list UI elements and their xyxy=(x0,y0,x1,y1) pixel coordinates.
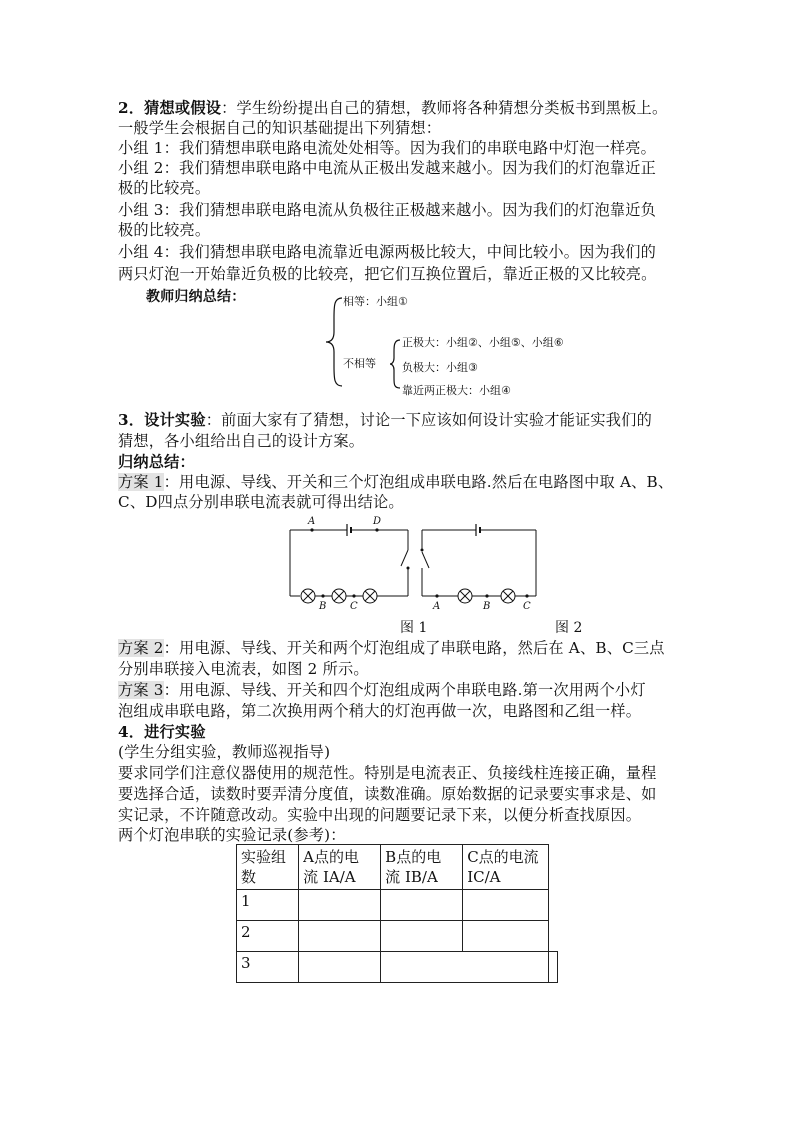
plan-1-label: 方案 1 xyxy=(118,473,164,491)
s3-heading: 3．设计实验 xyxy=(118,411,206,429)
table-row xyxy=(237,921,558,952)
header-b-line1: B点的电 xyxy=(385,848,442,866)
header-group-line1: 实验组 xyxy=(241,848,287,866)
s2-summary-label: 教师归纳总结： xyxy=(146,289,246,305)
fig1-label-c: C xyxy=(350,601,358,612)
s2-line-9: 两只灯泡一开始靠近负极的比较亮，把它们互换位置后，靠近正极的又比较亮。 xyxy=(118,265,657,283)
tree-equal: 相等：小组① xyxy=(343,295,408,308)
tree-negative: 负极大：小组③ xyxy=(402,361,478,374)
header-c xyxy=(463,845,549,890)
plan-2-line-1 xyxy=(118,638,678,658)
header-b xyxy=(381,845,463,890)
s3-line-2: 猜想，各小组给出自己的设计方案。 xyxy=(118,432,365,450)
header-c-line1: C点的电流 xyxy=(467,848,539,866)
row-cell xyxy=(299,952,381,983)
plan-1-rest: ：用电源、导线、开关和三个灯泡组成串联电路.然后在电路图中取 A、B、 xyxy=(163,473,674,491)
header-c-line2: IC/A xyxy=(467,868,501,886)
row-cell xyxy=(463,921,549,952)
plan-2-label: 方案 2 xyxy=(118,639,164,657)
header-a-line1: A点的电 xyxy=(303,848,360,866)
figure-2-caption: 图 2 xyxy=(555,620,583,636)
plan-2-rest: ：用电源、导线、开关和两个灯泡组成了串联电路，然后在 A、B、C三点 xyxy=(163,639,665,657)
s3-line-1-rest: ：前面大家有了猜想，讨论一下应该如何设计实验才能证实我们的 xyxy=(205,411,652,429)
fig2-label-c: C xyxy=(523,601,531,612)
figure-1-caption: 图 1 xyxy=(400,620,428,636)
s2-line-1 xyxy=(118,98,678,118)
table-row xyxy=(237,890,558,921)
circuit-diagrams xyxy=(280,512,550,616)
s2-line-4: 小组 2：我们猜想串联电路中电流从正极出发越来越小。因为我们的灯泡靠近正 xyxy=(118,159,657,177)
row-cell xyxy=(381,890,463,921)
row-cell-merged xyxy=(381,952,549,983)
plan-1-line-1 xyxy=(118,472,678,492)
s4-line-3: 要选择合适，读数时要弄清分度值，读数准确。原始数据的记录要实事求是、如 xyxy=(118,785,657,803)
plan-2-line-2: 分别串联接入电流表，如图 2 所示。 xyxy=(118,660,369,678)
s2-line-1-rest: ：学生纷纷提出自己的猜想，教师将各种猜想分类板书到黑板上。 xyxy=(221,99,668,117)
row-number: 3 xyxy=(237,952,299,983)
table-row xyxy=(237,952,558,983)
header-a xyxy=(299,845,381,890)
tree-near-positive: 靠近两正极大：小组④ xyxy=(402,384,511,397)
plan-3-label: 方案 3 xyxy=(118,681,164,699)
record-table xyxy=(236,844,558,983)
row-cell xyxy=(299,890,381,921)
s2-line-3: 小组 1：我们猜想串联电路电流处处相等。因为我们的串联电路中灯泡一样亮。 xyxy=(118,139,657,157)
row-cell xyxy=(299,921,381,952)
row-cell xyxy=(381,921,463,952)
fig1-label-d: D xyxy=(373,516,382,527)
tree-unequal: 不相等 xyxy=(343,357,376,370)
plan-3-line-2: 泡组成串联电路，第二次换用两个稍大的灯泡再做一次，电路图和乙组一样。 xyxy=(118,702,642,720)
tree-positive: 正极大：小组②、小组⑤、小组⑥ xyxy=(402,336,564,349)
s2-line-8: 小组 4：我们猜想串联电路电流靠近电源两极比较大，中间比较小。因为我们的 xyxy=(118,243,657,261)
s4-line-4: 实记录，不许随意改动。实验中出现的问题要记录下来，以便分析查找原因。 xyxy=(118,806,642,824)
s2-line-2: 一般学生会根据自己的知识基础提出下列猜想： xyxy=(118,119,442,137)
circuit-figure-1 xyxy=(290,516,410,612)
plan-3-line-1 xyxy=(118,680,678,700)
fig2-label-b: B xyxy=(483,601,491,612)
s4-line-2: 要求同学们注意仪器使用的规范性。特别是电流表正、负接线柱连接正确，量程 xyxy=(118,764,657,782)
s2-heading: 2．猜想或假设 xyxy=(118,99,222,117)
plan-3-rest: ：用电源、导线、开关和四个灯泡组成两个串联电路.第一次用两个小灯 xyxy=(163,681,646,699)
fig1-label-a: A xyxy=(308,516,316,527)
s3-line-1 xyxy=(118,410,678,430)
plan-1-line-2: C、D四点分别串联电流表就可得出结论。 xyxy=(118,493,404,511)
header-b-line2: 流 IB/A xyxy=(385,868,438,886)
s2-line-5: 极的比较亮。 xyxy=(118,179,211,197)
header-group-line2: 数 xyxy=(241,868,257,886)
header-group xyxy=(237,845,299,890)
table-header-row xyxy=(237,845,558,890)
s4-line-1: (学生分组实验，教师巡视指导) xyxy=(118,743,331,761)
row-cell xyxy=(549,952,558,983)
s2-line-7: 极的比较亮。 xyxy=(118,221,211,239)
circuit-figure-2 xyxy=(421,524,537,612)
s3-summary: 归纳总结： xyxy=(118,453,195,471)
fig1-label-b: B xyxy=(319,601,327,612)
row-number: 2 xyxy=(237,921,299,952)
fig2-label-a: A xyxy=(433,601,441,612)
header-a-line2: 流 IA/A xyxy=(303,868,356,886)
s4-heading: 4．进行实验 xyxy=(118,723,206,741)
s4-line-5: 两个灯泡串联的实验记录(参考)： xyxy=(118,826,346,844)
row-cell xyxy=(463,890,549,921)
s2-line-6: 小组 3：我们猜想串联电路电流从负极往正极越来越小。因为我们的灯泡靠近负 xyxy=(118,201,657,219)
row-number: 1 xyxy=(237,890,299,921)
